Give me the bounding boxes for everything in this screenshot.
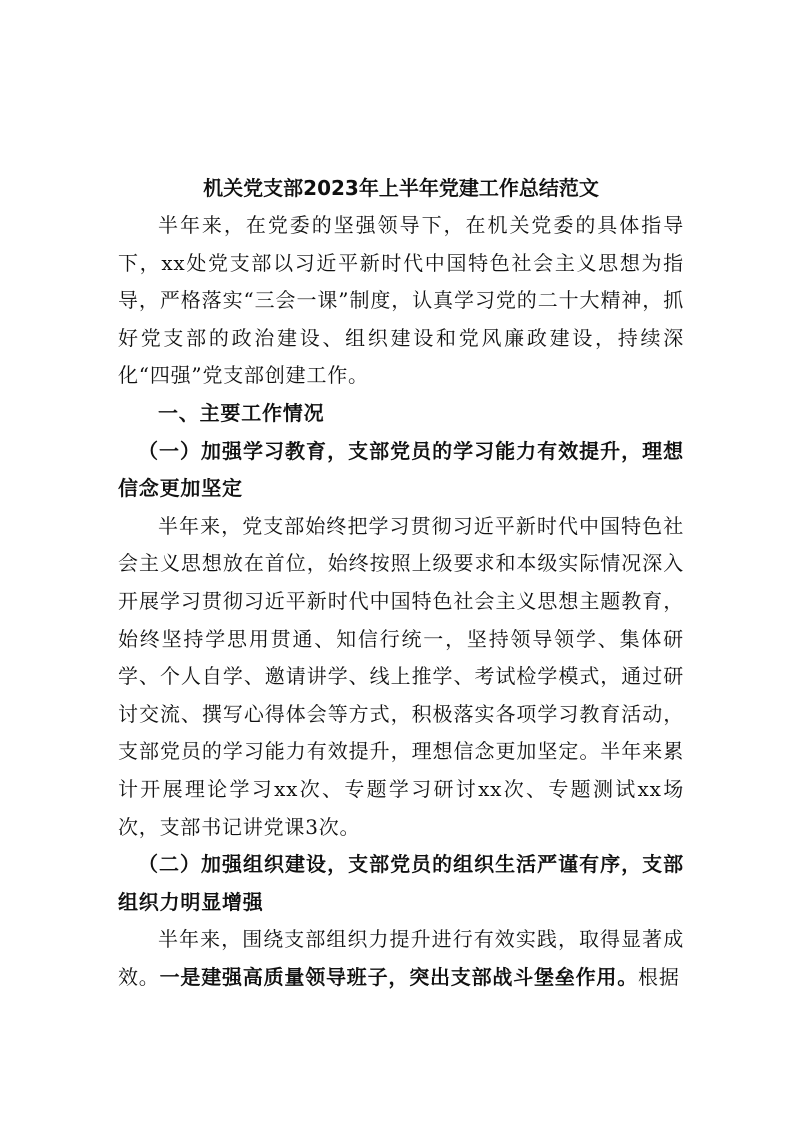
organization-paragraph-start: 半年来，围绕支部组织力提升进行有效实践，取得显著成效。 [118, 927, 684, 989]
document-content [118, 172, 684, 996]
subsection-heading-study-education: （一）加强学习教育，支部党员的学习能力有效提升，理想信念更加坚定 [118, 438, 684, 501]
section-heading-main-work: 一、主要工作情况 [158, 400, 325, 425]
organization-paragraph [118, 921, 684, 996]
organization-paragraph-continuation: 根据 [638, 964, 680, 989]
document-title: 机关党支部2023年上半年党建工作总结范文 [203, 176, 599, 200]
organization-paragraph-bold-point: 一是建强高质量领导班子，突出支部战斗堡垒作用。 [159, 964, 639, 989]
intro-paragraph: 半年来，在党委的坚强领导下，在机关党委的具体指导下，xx处党支部以习近平新时代中国特色社会主义思想为指导，严格落实“三会一课”制度，认真学习党的二十大精神，抓好党支部的政治建设、组织建设和党风廉政建设，持续深化“四强”党支部创建工作。 [118, 213, 684, 388]
subsection-heading-organization: （二）加强组织建设，支部党员的组织生活严谨有序，支部组织力明显增强 [118, 852, 684, 914]
study-education-paragraph: 半年来，党支部始终把学习贯彻习近平新时代中国特色社会主义思想放在首位，始终按照上级要求和本级实际情况深入开展学习贯彻习近平新时代中国特色社会主义思想主题教育，始终坚持学思用贯通、知信行统一，坚持领导领学、集体研学、个人自学、邀请讲学、线上推学、考试检学模式，通过研讨交流、撰写心得体会等方式，积极落实各项学习教育活动，支部党员的学习能力有效提升，理想信念更加坚定。半年来累计开展理论学习xx次、专题学习研讨xx次、专题测试xx场次，支部书记讲党课3次。 [118, 513, 684, 839]
